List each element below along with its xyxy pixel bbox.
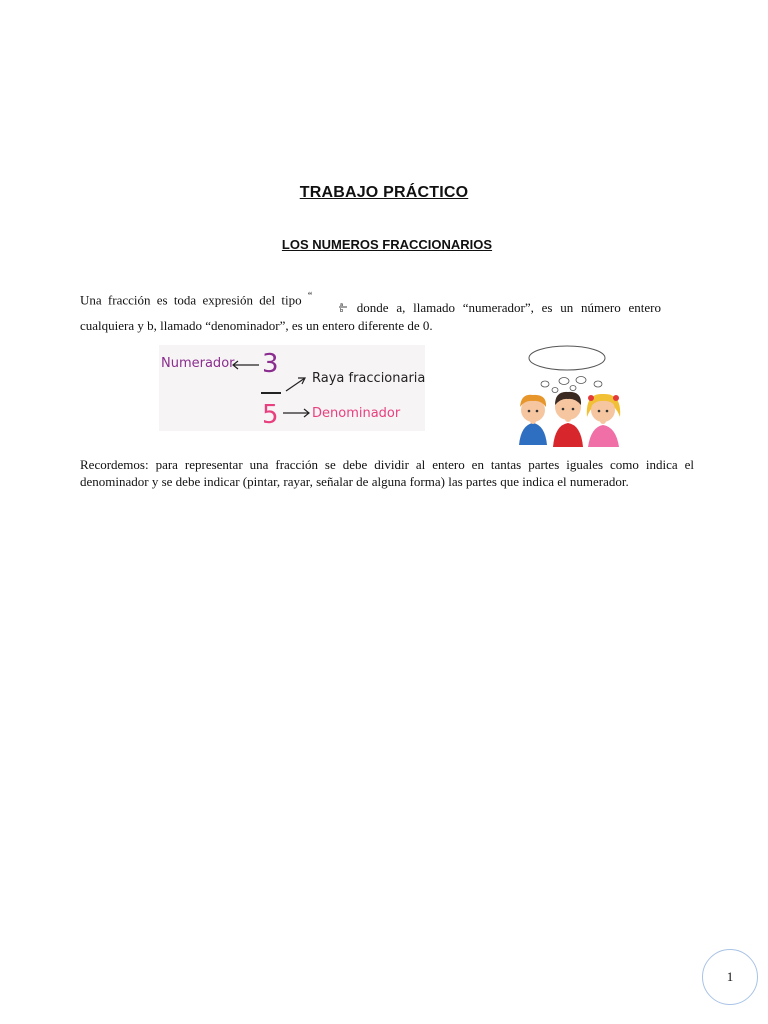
child-pink-icon bbox=[587, 394, 620, 447]
paragraph-1-text-a: Una fracción es toda expresión del tipo bbox=[80, 292, 302, 308]
bar-arrow-icon bbox=[286, 378, 305, 391]
svg-text:b: b bbox=[340, 307, 344, 312]
svg-text:a: a bbox=[340, 301, 344, 308]
child-blue-icon bbox=[519, 395, 547, 445]
denominator-label: Denominador bbox=[312, 406, 401, 421]
paragraph-2: Recordemos: para representar una fracción se debe dividir al entero en tantas partes iguales como indica el denominador y se debe indicar (pintar, rayar, señalar de alguna forma) las partes que indica el numerador. bbox=[80, 457, 694, 489]
page-title: TRABAJO PRÁCTICO bbox=[299, 184, 469, 201]
fraction-a-over-b-icon bbox=[339, 301, 349, 318]
numerator-label: Numerador bbox=[161, 356, 235, 371]
child-red-icon bbox=[553, 392, 583, 447]
paragraph-1-text-c: cualquiera y b, llamado “denominador”, es un entero diferente de 0. bbox=[80, 318, 433, 333]
page-number: 1 bbox=[702, 949, 758, 1005]
paragraph-1-text-b: donde a, llamado “numerador”, es un número entero bbox=[356, 300, 661, 315]
fraction-bar-label: Raya fraccionaria bbox=[312, 371, 426, 386]
paragraph-1-start bbox=[80, 288, 340, 308]
thought-cloud-icon bbox=[529, 346, 605, 370]
thinking-children-illustration bbox=[511, 343, 636, 453]
paragraph-1-middle bbox=[339, 299, 661, 318]
denominator-digit: 5 bbox=[262, 400, 279, 430]
opening-quote: “ bbox=[307, 291, 313, 302]
fraction-parts-diagram bbox=[159, 345, 425, 431]
section-subtitle: LOS NUMEROS FRACCIONARIOS bbox=[281, 237, 493, 252]
numerator-digit: 3 bbox=[262, 349, 279, 379]
